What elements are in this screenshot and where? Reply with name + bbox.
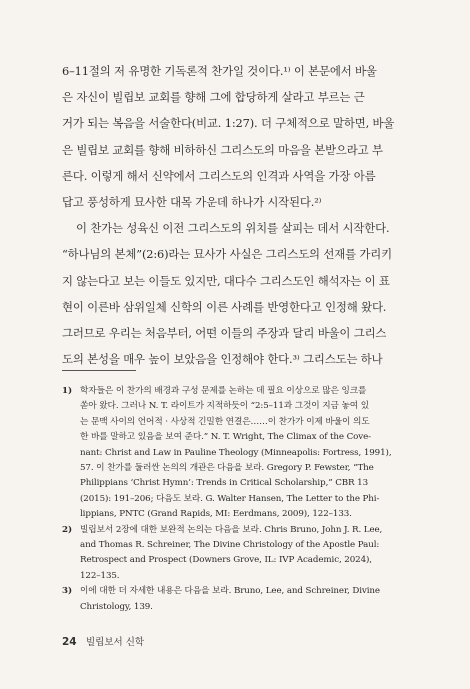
footnote-number: 1) (62, 386, 72, 396)
footnote-line: 57. 이 찬가를 둘러싼 논의의 개관은 다음을 보라. Gregory P. Fewster, “The (80, 463, 374, 474)
body-text (62, 58, 412, 372)
footnotes (62, 384, 412, 615)
running-title: 빌립보서 신학 (85, 637, 145, 648)
footnote (62, 523, 412, 585)
text-line: 6–11절의 저 유명한 기독론적 찬가일 것이다.¹⁾ 이 본문에서 바울 (62, 64, 377, 78)
footnote-line: 빌립보서 2장에 대한 보완적 논의는 다음을 보라. Chris Bruno, John J. R. Lee, (80, 524, 383, 535)
footnote (62, 384, 412, 523)
footnote-line: Philippians ‘Christ Hymn’: Trends in Critical Scholarship,” CBR 13 (80, 478, 369, 489)
text-line: 거가 되는 복음을 서술한다(비교. 1:27). 더 구체적으로 말하면, 바울 (62, 116, 395, 131)
footnote-line: lippians, PNTC (Grand Rapids, MI: Eerdmans, 2009), 122–133. (80, 509, 352, 520)
footnote-line: 쏟아 왔다. 그러나 N. T. 라이트가 지적하듯이 “2:5–11과 그것이 지금 놓여 있 (80, 401, 370, 412)
footnote-text (80, 584, 412, 615)
text-line: 그러므로 우리는 처음부터, 어떤 이들의 주장과 달리 바울이 그리스 (62, 326, 387, 341)
page-number: 24 (62, 636, 77, 648)
footnote-number: 2) (62, 524, 72, 535)
footnote-line: Christology, 139. (80, 601, 153, 612)
footnote-line: 한 바를 말하고 있음을 보여 준다.” N. T. Wright, The Climax of the Cove- (80, 432, 371, 443)
footnote-line: 는 문맥 사이의 언어적 · 사상적 긴밀한 연결은……이 찬가가 이제 바울이 의도 (80, 416, 370, 427)
footnote-line: 122–135. (80, 570, 120, 581)
text-line: 현이 이른바 삼위일체 신학의 이른 사례를 반영한다고 인정해 왔다. (62, 299, 387, 314)
footnote-line: nant: Christ and Law in Pauline Theology (Minneapolis: Fortress, 1991), (80, 447, 392, 458)
footnote-line: 학자들은 이 찬가의 배경과 구성 문제를 논하는 데 필요 이상으로 많은 잉크를 (80, 386, 367, 396)
text-line: 답고 풍성하게 묘사한 대목 가운데 하나가 시작된다.²⁾ (62, 195, 322, 210)
text-line: 이 찬가는 성육신 이전 그리스도의 위치를 살피는 데서 시작한다. (76, 221, 390, 236)
footnote-text (80, 384, 412, 523)
footnote-text (80, 523, 412, 585)
text-line: 은 빌립보 교회를 향해 비하하신 그리스도의 마음을 본받으라고 부 (62, 142, 383, 157)
text-line: “하나님의 본체”(2:6)라는 묘사가 사실은 그리스도의 선재를 가리키 (62, 247, 392, 262)
footnote-line: Retrospect and Prospect (Downers Grove, IL: IVP Academic, 2024), (80, 555, 372, 566)
paragraph (62, 215, 412, 372)
footnote-number: 3) (62, 586, 72, 597)
footnote-line: 이에 대한 더 자세한 내용은 다음을 보라. Bruno, Lee, and Schreiner, Divine (80, 586, 380, 597)
text-line: 은 자신이 빌립보 교회를 향해 그에 합당하게 살라고 부르는 근 (62, 90, 365, 105)
footnote-divider (62, 370, 136, 371)
footnote-line: (2015): 191–206; 다음도 보라. G. Walter Hansen, The Letter to the Phi- (80, 493, 380, 504)
footnote-line: and Thomas R. Schreiner, The Divine Christology of the Apostle Paul: (80, 540, 380, 551)
text-line: 른다. 이렇게 해서 신약에서 그리스도의 인격과 사역을 가장 아름 (62, 168, 376, 183)
paragraph (62, 58, 412, 215)
page-footer (62, 634, 144, 648)
text-line: 도의 본성을 매우 높이 보았음을 인정해야 한다.³⁾ 그리스도는 하나 (62, 352, 383, 367)
footnote (62, 584, 412, 615)
text-line: 지 않는다고 보는 이들도 있지만, 대다수 그리스도인 해석자는 이 표 (62, 273, 390, 288)
main-text-block (62, 58, 412, 372)
